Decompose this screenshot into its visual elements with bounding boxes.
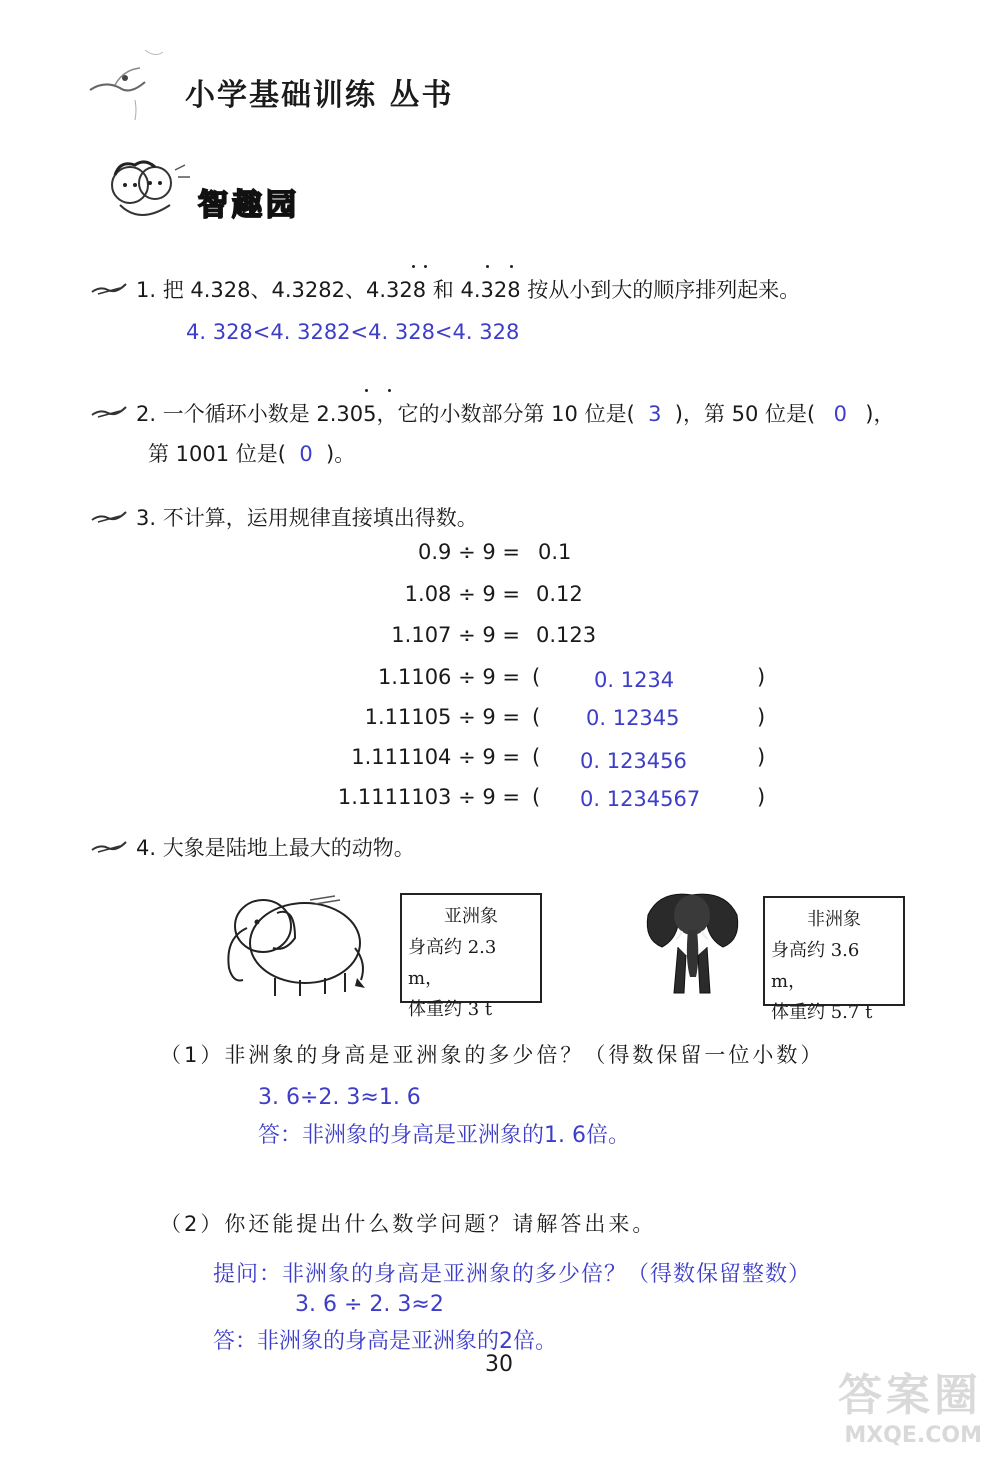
question-1: 1. 把 4.328、4.3282、4.328 和 4.328 按从小到大的顺序排列起来。 bbox=[136, 278, 801, 302]
q2-blank-1001st: 0 bbox=[299, 442, 313, 466]
question-4: 4. 大象是陆地上最大的动物。 bbox=[136, 836, 415, 860]
watermark bbox=[838, 1359, 982, 1448]
open-paren: ( bbox=[532, 705, 541, 729]
q2-blank-10th: 3 bbox=[648, 402, 662, 426]
sub-question-1-work: 3. 6÷2. 3≈1. 6 bbox=[258, 1085, 421, 1110]
equation-answer: 0. 1234567 bbox=[580, 787, 701, 811]
sub-question-1: （1）非洲象的身高是亚洲象的多少倍？（得数保留一位小数） bbox=[160, 1043, 825, 1067]
equation-result: 0.12 bbox=[536, 582, 583, 606]
equation-result: 0.1 bbox=[538, 540, 572, 564]
equation-lhs: 1.11105 ÷ 9 = bbox=[364, 705, 520, 729]
q2-text-c: )， bbox=[865, 402, 895, 426]
close-paren: ) bbox=[757, 745, 766, 769]
series-title: 小学基础训练 丛书 bbox=[185, 78, 454, 113]
asian-elephant-icon bbox=[215, 888, 375, 1000]
answer-1: 4. 328<4. 3282<4. 328<4. 328 bbox=[186, 320, 520, 344]
african-elephant-height: 身高约 3.6 m， bbox=[771, 940, 860, 992]
q2-text-d: 第 1001 位是( bbox=[148, 442, 286, 466]
watermark-url: MXQE.COM bbox=[844, 1423, 982, 1448]
equation-lhs: 1.08 ÷ 9 = bbox=[404, 582, 520, 606]
question-3: 3. 不计算，运用规律直接填出得数。 bbox=[136, 506, 478, 530]
q2-text-b: )，第 50 位是( bbox=[674, 402, 816, 426]
equation-answer: 0. 123456 bbox=[580, 749, 687, 773]
close-paren: ) bbox=[757, 785, 766, 809]
pencil-bullet-icon bbox=[90, 280, 130, 298]
african-elephant-icon bbox=[640, 885, 745, 997]
close-paren: ) bbox=[757, 705, 766, 729]
equation-row bbox=[0, 785, 520, 813]
equation-answer: 0. 12345 bbox=[586, 706, 680, 730]
equation-answer: 0. 1234 bbox=[594, 668, 675, 692]
sub-question-2-work: 3. 6 ÷ 2. 3≈2 bbox=[295, 1292, 444, 1317]
sub-question-1-answer: 答：非洲象的身高是亚洲象的1. 6倍。 bbox=[258, 1123, 630, 1148]
watermark-logo: 答案圈 bbox=[838, 1370, 982, 1421]
pencil-bullet-icon bbox=[90, 403, 130, 421]
asian-elephant-height: 身高约 2.3 m， bbox=[408, 937, 497, 989]
african-elephant-weight: 体重约 5.7 t bbox=[771, 1002, 873, 1023]
african-elephant-name: 非洲象 bbox=[807, 909, 861, 930]
equation-lhs: 0.9 ÷ 9 = bbox=[418, 540, 520, 564]
equation-row bbox=[0, 623, 520, 651]
equation-row bbox=[0, 540, 520, 568]
section-title: 智趣园 bbox=[198, 188, 300, 223]
q2-blank-50th: 0 bbox=[833, 402, 847, 426]
question-2-line-2 bbox=[148, 438, 355, 468]
equation-row bbox=[0, 665, 520, 693]
asian-elephant-weight: 体重约 3 t bbox=[408, 999, 493, 1020]
open-paren: ( bbox=[532, 665, 541, 689]
equation-lhs: 1.1111103 ÷ 9 = bbox=[337, 785, 520, 809]
asian-elephant-name: 亚洲象 bbox=[444, 906, 498, 927]
question-2-line-1 bbox=[136, 398, 894, 428]
equation-row bbox=[0, 582, 520, 610]
asian-elephant-info-box bbox=[400, 893, 542, 1020]
open-paren: ( bbox=[532, 785, 541, 809]
equation-result: 0.123 bbox=[536, 623, 597, 647]
equation-row bbox=[0, 745, 520, 773]
children-illustration-icon bbox=[100, 155, 195, 230]
equation-lhs: 1.1106 ÷ 9 = bbox=[377, 665, 520, 689]
close-paren: ) bbox=[757, 665, 766, 689]
sub-question-2-ask: 提问：非洲象的身高是亚洲象的多少倍？（得数保留整数） bbox=[213, 1262, 812, 1287]
pencil-bullet-icon bbox=[90, 838, 130, 856]
page-number: 30 bbox=[485, 1352, 513, 1377]
sub-question-2-answer: 答：非洲象的身高是亚洲象的2倍。 bbox=[213, 1329, 557, 1354]
pencil-bullet-icon bbox=[90, 508, 130, 526]
equation-row bbox=[0, 705, 520, 733]
sub-question-2: （2）你还能提出什么数学问题？请解答出来。 bbox=[160, 1212, 657, 1236]
q2-text-a: 2. 一个循环小数是 2.305，它的小数部分第 10 位是( bbox=[136, 402, 635, 426]
q2-text-e: )。 bbox=[326, 442, 356, 466]
african-elephant-info-box bbox=[763, 896, 905, 1023]
bird-logo-icon bbox=[85, 40, 180, 125]
open-paren: ( bbox=[532, 745, 541, 769]
equation-list bbox=[0, 540, 1000, 820]
equation-lhs: 1.107 ÷ 9 = bbox=[391, 623, 520, 647]
equation-lhs: 1.111104 ÷ 9 = bbox=[351, 745, 520, 769]
